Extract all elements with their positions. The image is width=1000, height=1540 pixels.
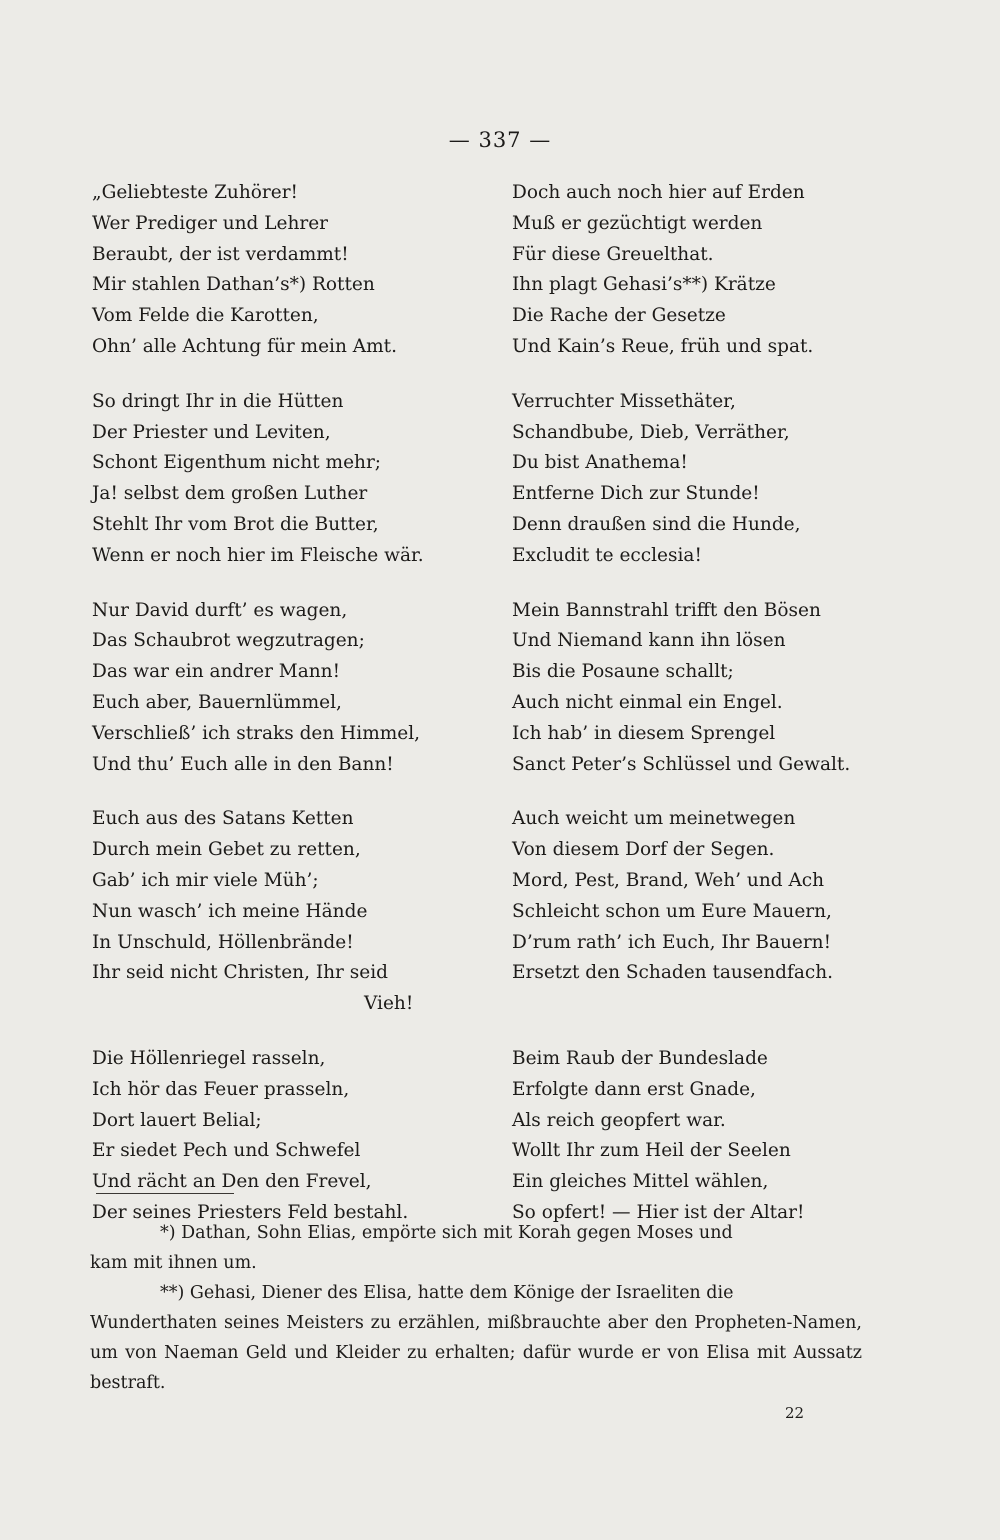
verse-line-continuation: Vieh! (364, 993, 414, 1015)
verse-line: Ihr seid nicht Christen, Ihr seid (92, 962, 388, 984)
verse-line: Die Höllenriegel rasseln, (92, 1047, 326, 1069)
stanza (92, 596, 492, 781)
verse-line: Ihn plagt Gehasi’s**) Krätze (512, 274, 776, 296)
verse-line: Muß er gezüchtigt werden (512, 212, 763, 234)
verse-line: Mein Bannstrahl trifft den Bösen (512, 599, 821, 621)
verse-line: Excludit te ecclesia! (512, 544, 702, 566)
verse-line: Durch mein Gebet zu retten, (92, 839, 361, 861)
verse-line: Der Priester und Leviten, (92, 421, 331, 443)
verse-line: Euch aus des Satans Ketten (92, 808, 354, 830)
stanza (512, 596, 882, 781)
footnote-first-line: **) Gehasi, Diener des Elisa, hatte dem Könige der Israeliten die (160, 1283, 734, 1303)
poem-right-column (512, 178, 882, 1253)
verse-line: Du bist Anathema! (512, 452, 688, 474)
poem-left-column (92, 178, 492, 1253)
stanza (92, 178, 492, 363)
verse-line: Ich hab’ in diesem Sprengel (512, 722, 776, 744)
verse-line: Der seines Priesters Feld bestahl. (92, 1201, 409, 1223)
verse-line: Vom Felde die Karotten, (92, 305, 319, 327)
verse-line: Ja! selbst dem großen Luther (92, 483, 368, 505)
stanza (92, 1044, 492, 1229)
verse-line: Und Kain’s Reue, früh und spat. (512, 335, 814, 357)
verse-line: Mord, Pest, Brand, Weh’ und Ach (512, 869, 825, 891)
verse-line: Beraubt, der ist verdammt! (92, 243, 349, 265)
verse-line: Ein gleiches Mittel wählen, (512, 1171, 769, 1193)
footnote-first-line: *) Dathan, Sohn Elias, empörte sich mit Korah gegen Moses und (160, 1223, 733, 1243)
stanza (92, 804, 492, 1020)
footnote (90, 1278, 862, 1398)
verse-line: Er siedet Pech und Schwefel (92, 1140, 361, 1162)
verse-line: In Unschuld, Höllenbrände! (92, 931, 354, 953)
sheet-signature: 22 (785, 1404, 805, 1422)
verse-line: Nun wasch’ ich meine Hände (92, 900, 368, 922)
verse-line: Und Niemand kann ihn lösen (512, 630, 786, 652)
stanza (512, 1044, 882, 1229)
stanza (512, 178, 882, 363)
verse-line: Als reich geopfert war. (512, 1109, 726, 1131)
verse-line: Auch weicht um meinetwegen (512, 808, 796, 830)
verse-line: Sanct Peter’s Schlüssel und Gewalt. (512, 753, 851, 775)
footnote-divider (96, 1193, 234, 1194)
verse-line: Mir stahlen Dathan’s*) Rotten (92, 274, 375, 296)
verse-line: So opfert! — Hier ist der Altar! (512, 1201, 805, 1223)
footnotes (90, 1218, 862, 1398)
verse-line: Das Schaubrot wegzutragen; (92, 630, 365, 652)
verse-line: Verschließ’ ich straks den Himmel, (92, 722, 421, 744)
verse-line: Von diesem Dorf der Segen. (512, 839, 775, 861)
verse-line: Schleicht schon um Eure Mauern, (512, 900, 832, 922)
verse-line: Und rächt an Den den Frevel, (92, 1171, 372, 1193)
verse-line: Das war ein andrer Mann! (92, 661, 341, 683)
verse-line: Denn draußen sind die Hunde, (512, 513, 801, 535)
verse-line: Stehlt Ihr vom Brot die Butter, (92, 513, 379, 535)
verse-line: Erfolgte dann erst Gnade, (512, 1078, 756, 1100)
stanza (512, 387, 882, 572)
verse-line: So dringt Ihr in die Hütten (92, 390, 344, 412)
verse-line: Wollt Ihr zum Heil der Seelen (512, 1140, 791, 1162)
verse-line: Wenn er noch hier im Fleische wär. (92, 544, 424, 566)
stanza (512, 804, 882, 1020)
verse-line: „Geliebteste Zuhörer! (92, 182, 298, 203)
verse-line: Für diese Greuelthat. (512, 243, 714, 265)
verse-line: Wer Prediger und Lehrer (92, 212, 329, 234)
page-number: — 337 — (448, 128, 552, 152)
verse-line: Die Rache der Gesetze (512, 305, 726, 327)
verse-line: Euch aber, Bauernlümmel, (92, 691, 342, 713)
verse-line: Entferne Dich zur Stunde! (512, 483, 760, 505)
verse-line: Beim Raub der Bundeslade (512, 1047, 768, 1069)
verse-line: Gab’ ich mir viele Müh’; (92, 869, 319, 891)
verse-line: Schandbube, Dieb, Verräther, (512, 421, 790, 443)
footnote-text: Wunderthaten seines Meisters zu erzählen, mißbrauchte aber den Propheten-Namen, um von Naeman Geld und Kleider zu erhalten; dafür wurde er von Elisa mit Aussatz bestraft. (90, 1313, 862, 1393)
verse-line: Dort lauert Belial; (92, 1109, 262, 1131)
verse-line: Doch auch noch hier auf Erden (512, 182, 805, 203)
verse-line: Auch nicht einmal ein Engel. (512, 691, 783, 713)
verse-line: Ohn’ alle Achtung für mein Amt. (92, 335, 397, 357)
verse-line: Ich hör das Feuer prasseln, (92, 1078, 350, 1100)
verse-line: Schont Eigenthum nicht mehr; (92, 452, 382, 474)
verse-line: Ersetzt den Schaden tausendfach. (512, 962, 834, 984)
stanza (92, 387, 492, 572)
footnote-text: kam mit ihnen um. (90, 1253, 257, 1273)
verse-line: D’rum rath’ ich Euch, Ihr Bauern! (512, 931, 832, 953)
verse-line: Bis die Posaune schallt; (512, 661, 734, 683)
verse-line: Und thu’ Euch alle in den Bann! (92, 753, 394, 775)
verse-line: Nur David durft’ es wagen, (92, 599, 348, 621)
footnote (90, 1218, 862, 1278)
verse-line: Verruchter Missethäter, (512, 390, 736, 412)
